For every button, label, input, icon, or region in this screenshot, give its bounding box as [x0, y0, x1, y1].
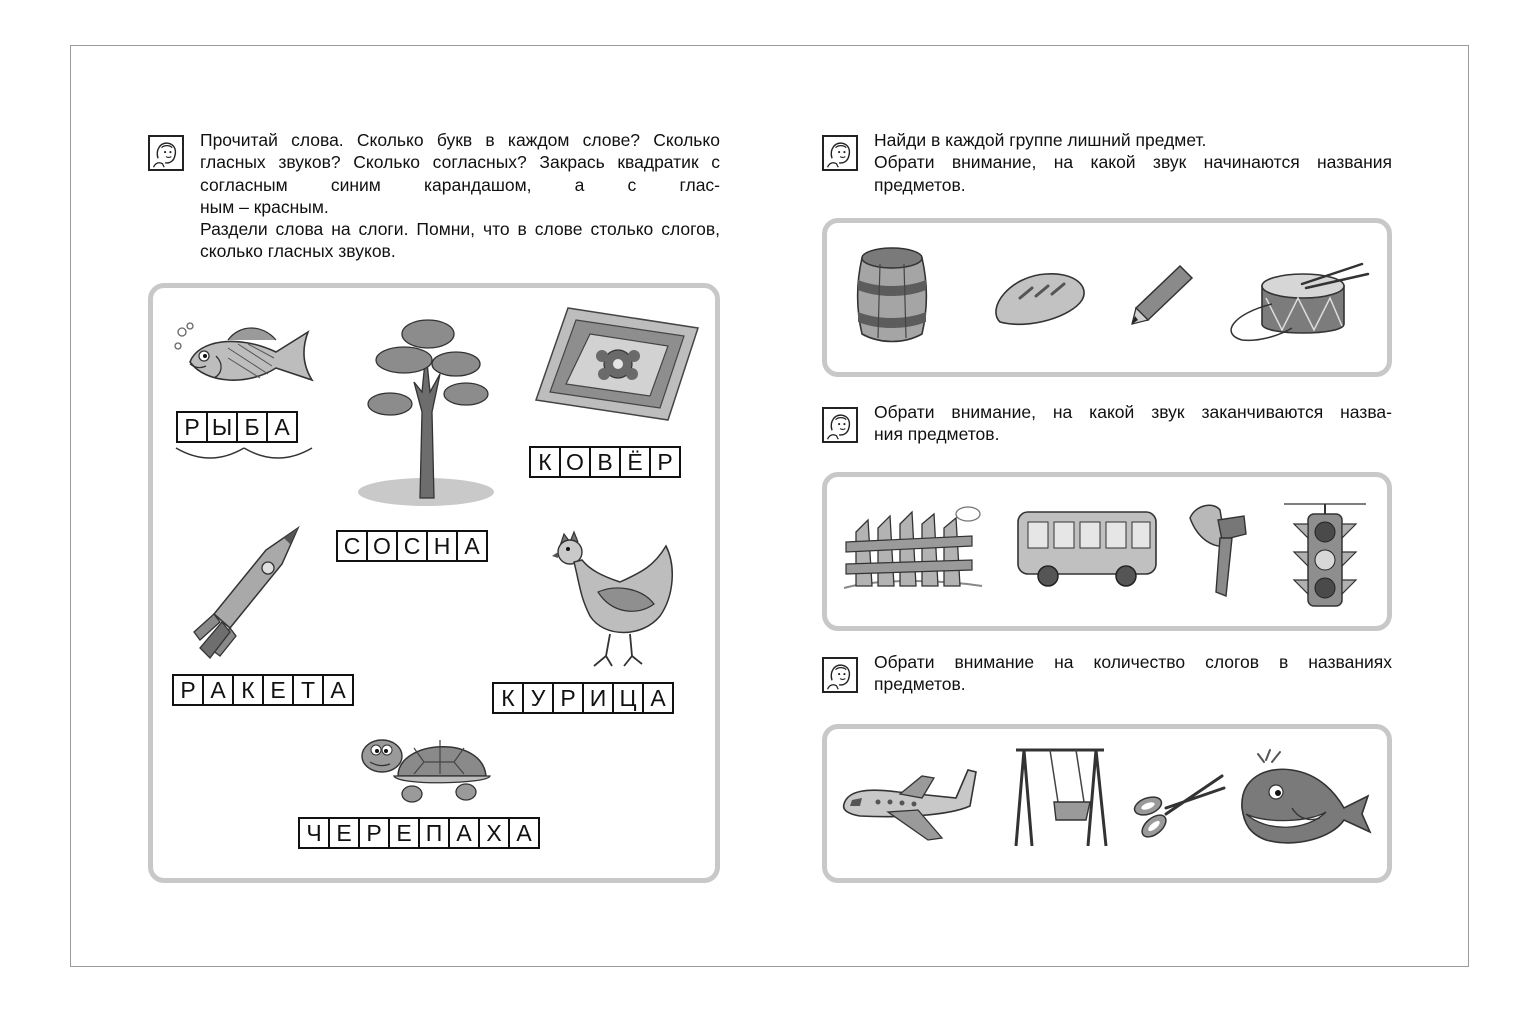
task-end-sound: [822, 402, 1392, 457]
pencil-picture: [1126, 262, 1196, 328]
child-face-icon: [822, 407, 858, 443]
letter-cell[interactable]: С: [396, 530, 428, 562]
traffic-light-picture: [1280, 500, 1370, 610]
word-rocket: [172, 674, 354, 706]
letter-cell[interactable]: К: [492, 682, 524, 714]
task-line: предметов.: [874, 674, 966, 695]
task-read-words: [148, 130, 720, 265]
letter-cell[interactable]: И: [582, 682, 614, 714]
letter-cell[interactable]: Р: [172, 674, 204, 706]
letter-cell[interactable]: Х: [478, 817, 510, 849]
fence-picture: [842, 502, 984, 594]
task-line: Обрати внимание, на какой звук начинаются названия: [874, 152, 1392, 173]
letter-cell[interactable]: В: [589, 446, 621, 478]
task-paragraph: Прочитай слова. Сколько букв в каждом слове? Сколько гласных звуков? Сколько согласных? Закрась квадратик с согласным синим карандашом, а с глас-: [200, 130, 720, 195]
letter-cell[interactable]: Р: [552, 682, 584, 714]
letter-cell[interactable]: Ц: [612, 682, 644, 714]
child-face-icon: [822, 657, 858, 693]
letter-cell[interactable]: Н: [426, 530, 458, 562]
letter-cell[interactable]: Е: [388, 817, 420, 849]
turtle-picture: [354, 726, 494, 806]
letter-cell[interactable]: Ы: [206, 411, 238, 443]
letter-cell[interactable]: А: [508, 817, 540, 849]
bread-loaf-picture: [990, 268, 1090, 332]
task-paragraph: ным – красным.: [200, 196, 329, 217]
task-line: предметов.: [874, 174, 966, 195]
pine-tree-picture: [356, 312, 496, 508]
letter-cell[interactable]: А: [642, 682, 674, 714]
task-syllable-count: [822, 652, 1392, 707]
letter-cell[interactable]: О: [559, 446, 591, 478]
swing-picture: [1010, 746, 1110, 850]
letter-cell[interactable]: А: [266, 411, 298, 443]
task-paragraph: Раздели слова на слоги. Помни, что в слове столько слогов, сколько гласных звуков.: [200, 219, 720, 262]
scissors-picture: [1130, 768, 1226, 844]
letter-cell[interactable]: О: [366, 530, 398, 562]
barrel-picture: [854, 244, 930, 344]
word-turtle: [298, 817, 540, 849]
task-line: Найди в каждой группе лишний предмет.: [874, 130, 1207, 150]
whale-picture: [1236, 748, 1374, 852]
hen-picture: [550, 526, 680, 671]
word-hen: [492, 682, 674, 714]
letter-cell[interactable]: У: [522, 682, 554, 714]
letter-cell[interactable]: А: [322, 674, 354, 706]
letter-cell[interactable]: Ё: [619, 446, 651, 478]
rocket-picture: [186, 524, 306, 664]
task-odd-one-out: [822, 130, 1392, 205]
carpet-picture: [532, 304, 702, 424]
letter-cell[interactable]: Р: [649, 446, 681, 478]
task-line: Обрати внимание на количество слогов в названиях: [874, 652, 1392, 672]
bus-picture: [1014, 508, 1160, 588]
letter-cell[interactable]: К: [529, 446, 561, 478]
letter-cell[interactable]: Е: [262, 674, 294, 706]
letter-cell[interactable]: А: [448, 817, 480, 849]
word-pine: [336, 530, 488, 562]
letter-cell[interactable]: Ч: [298, 817, 330, 849]
letter-cell[interactable]: Р: [358, 817, 390, 849]
word-fish: [176, 411, 298, 443]
letter-cell[interactable]: Р: [176, 411, 208, 443]
fish-picture: [168, 318, 318, 398]
task-line: ния предметов.: [874, 424, 1000, 445]
syllable-arcs: [174, 446, 314, 466]
child-face-icon: [822, 135, 858, 171]
letter-cell[interactable]: Б: [236, 411, 268, 443]
letter-cell[interactable]: П: [418, 817, 450, 849]
airplane-picture: [838, 762, 978, 846]
letter-cell[interactable]: С: [336, 530, 368, 562]
drum-picture: [1222, 244, 1372, 344]
task-line: Обрати внимание, на какой звук заканчиваются назва-: [874, 402, 1392, 422]
letter-cell[interactable]: Е: [328, 817, 360, 849]
letter-cell[interactable]: К: [232, 674, 264, 706]
letter-cell[interactable]: А: [202, 674, 234, 706]
child-face-icon: [148, 135, 184, 171]
letter-cell[interactable]: Т: [292, 674, 324, 706]
axe-picture: [1186, 500, 1256, 600]
word-carpet: [529, 446, 681, 478]
letter-cell[interactable]: А: [456, 530, 488, 562]
